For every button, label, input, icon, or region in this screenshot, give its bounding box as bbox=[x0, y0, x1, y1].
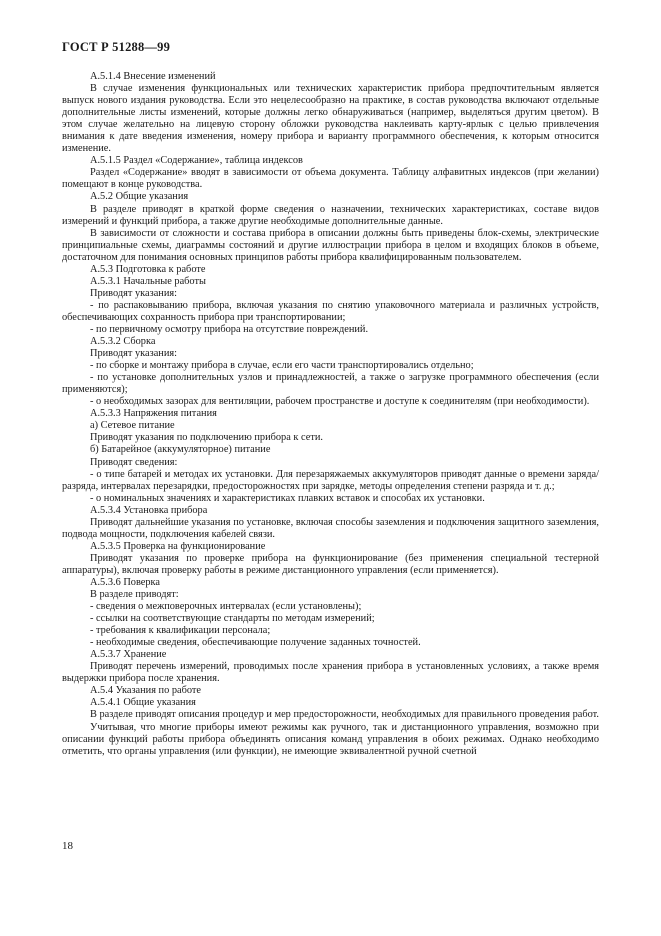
paragraph: Приводят дальнейшие указания по установке, включая способы заземления и подключения защитного заземления, подвода мощности, подключения кабелей связи. bbox=[62, 516, 599, 540]
section-heading: A.5.3.1 Начальные работы bbox=[90, 275, 206, 287]
list-item: - по распаковыванию прибора, включая указания по снятию упаковочного материала и различных устройств, обеспечивающих сохранность прибора при транспортировании; bbox=[62, 299, 599, 323]
paragraph: Приводят сведения: bbox=[90, 456, 178, 468]
list-item: - по первичному осмотру прибора на отсутствие повреждений. bbox=[90, 323, 369, 335]
section-heading: A.5.2 Общие указания bbox=[90, 191, 189, 203]
page-number: 18 bbox=[62, 840, 73, 852]
list-item: - по сборке и монтажу прибора в случае, если его части транспортировались отдельно; bbox=[90, 360, 474, 372]
paragraph: Приводят указания по проверке прибора на функционирование (без применения специальной тестерной аппаратуры), включая проверку работы в режиме дистанционного управления (если применяется). bbox=[62, 552, 599, 576]
list-item: - о типе батарей и методах их установки. Для перезаряжаемых аккумуляторов приводят данные о времени заряда/разряда, интервалах перезарядки, предосторожностях при зарядке, методы определения степени разряда и т. д.; bbox=[62, 468, 599, 492]
list-item: - по установке дополнительных узлов и принадлежностей, а также о загрузке программного обеспечения (если применяются); bbox=[62, 372, 599, 396]
section-heading: A.5.4 Указания по работе bbox=[90, 685, 202, 697]
section-heading: A.5.3.4 Установка прибора bbox=[90, 504, 208, 516]
paragraph: Раздел «Содержание» вводят в зависимости от объема документа. Таблицу алфавитных индексов (при желании) помещают в конце руководства. bbox=[62, 167, 599, 191]
list-item: - о номинальных значениях и характеристиках плавких вставок и способах их установки. bbox=[90, 492, 485, 504]
section-heading: A.5.3.3 Напряжения питания bbox=[90, 408, 217, 420]
section-heading: A.5.3.5 Проверка на функционирование bbox=[90, 540, 266, 552]
paragraph: Учитывая, что многие приборы имеют режимы как ручного, так и дистанционного управления, возможно при описании функций работы прибора объединять описания команд управления в обоих режимах. Однако необходимо отметить, что органы управления (или функции), не имеющие эквивалентной ручной счетной bbox=[62, 721, 599, 757]
section-heading: A.5.3.2 Сборка bbox=[90, 336, 156, 348]
list-item: - сведения о межповерочных интервалах (если установлены); bbox=[90, 601, 362, 613]
list-item: - о необходимых зазорах для вентиляции, рабочем пространстве и доступе к соединителям (при необходимости). bbox=[90, 396, 590, 408]
section-heading: A.5.3.6 Поверка bbox=[90, 576, 161, 588]
section-heading: A.5.1.4 Внесение изменений bbox=[90, 71, 216, 82]
list-item: - требования к квалификации персонала; bbox=[90, 625, 271, 637]
page-body bbox=[62, 71, 599, 758]
section-heading: A.5.3 Подготовка к работе bbox=[90, 263, 206, 275]
subsection-label: а) Сетевое питание bbox=[90, 420, 175, 432]
section-heading: A.5.3.7 Хранение bbox=[90, 649, 167, 661]
paragraph: В разделе приводят: bbox=[90, 589, 179, 601]
paragraph: В разделе приводят описания процедур и мер предосторожности, необходимых для правильного проведения работ. bbox=[90, 709, 599, 721]
paragraph: В разделе приводят в краткой форме сведения о назначении, технических характеристиках, составе видов измерений и функций прибора, а также другие необходимые дополнительные данные. bbox=[62, 203, 599, 227]
paragraph: В случае изменения функциональных или технических характеристик прибора предпочтительным является выпуск нового издания руководства. Если это нецелесообразно на практике, в состав руководства включают отдельные дополнительные листы изменений, которые должны легко обнаруживаться (например, выделяться другим цветом). В этом случае желательно на лицевую сторону обложки руководства наклеивать карту-ярлык с целью привлечения внимания к дате введения изменения, номеру прибора и варианту программного обеспечения, к которым относится изменение. bbox=[62, 83, 599, 155]
list-item: - ссылки на соответствующие стандарты по методам измерений; bbox=[90, 613, 375, 625]
section-heading: A.5.4.1 Общие указания bbox=[90, 697, 196, 709]
paragraph: Приводят перечень измерений, проводимых после хранения прибора в установленных условиях, а также время выдержки прибора после хранения. bbox=[62, 661, 599, 685]
subsection-label: б) Батарейное (аккумуляторное) питание bbox=[90, 444, 271, 456]
paragraph: Приводят указания: bbox=[90, 287, 178, 299]
standard-header: ГОСТ Р 51288—99 bbox=[62, 40, 171, 54]
list-item: - необходимые сведения, обеспечивающие получение заданных точностей. bbox=[90, 637, 421, 649]
section-heading: A.5.1.5 Раздел «Содержание», таблица индексов bbox=[90, 155, 303, 167]
paragraph: В зависимости от сложности и состава прибора в описании должны быть приведены блок-схемы, электрические принципиальные схемы, диаграммы состояний и другие иллюстрации прибора в целом и входящих блоков в объеме, достаточном для понимания основных принципов работы прибора квалифицированным пользователем. bbox=[62, 227, 599, 263]
paragraph: Приводят указания: bbox=[90, 348, 178, 360]
paragraph: Приводят указания по подключению прибора к сети. bbox=[90, 432, 323, 444]
